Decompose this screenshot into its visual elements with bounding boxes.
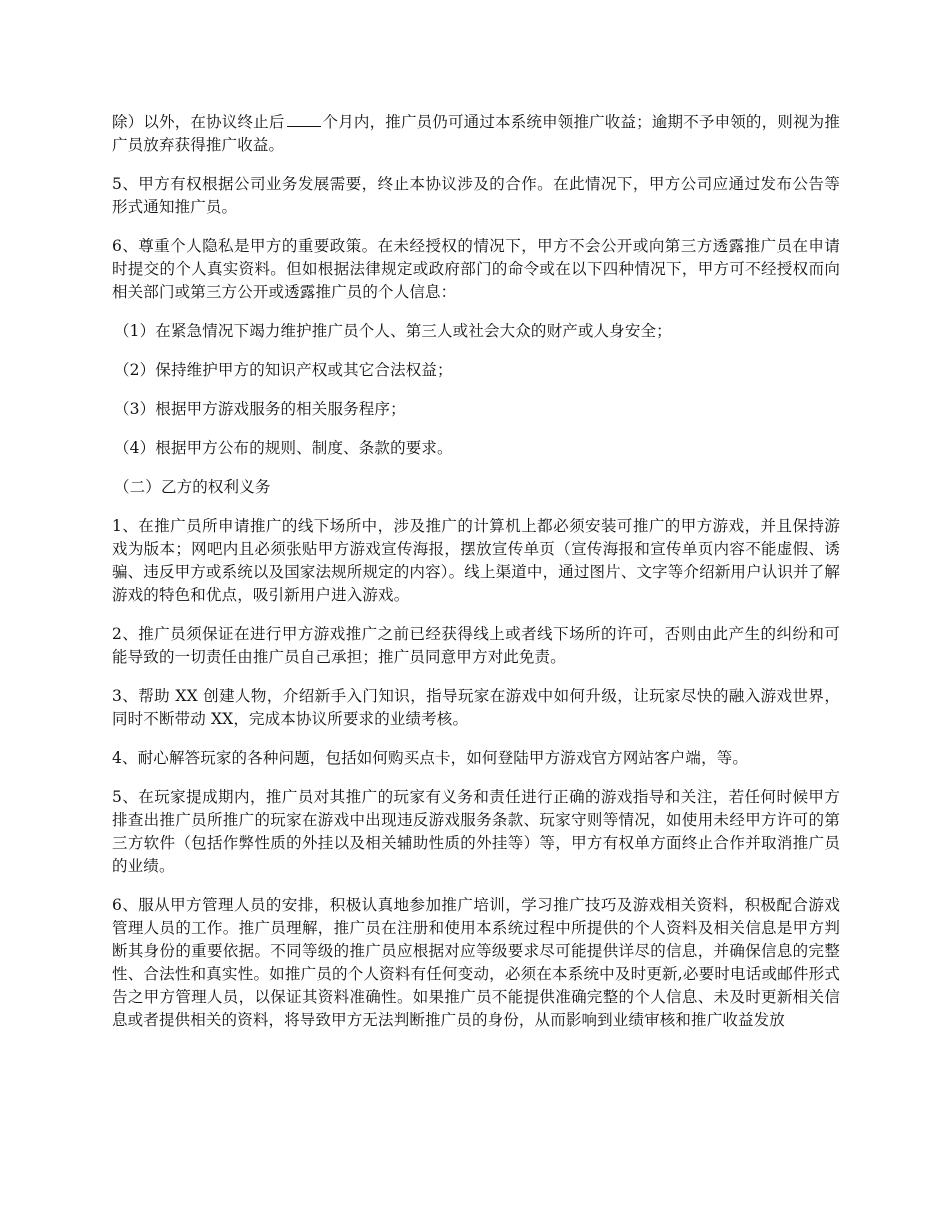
- paragraph-item-4: （4）根据甲方公布的规则、制度、条款的要求。: [114, 439, 453, 457]
- paragraph-b-clause-6: 6、服从甲方管理人员的安排，积极认真地参加推广培训，学习推广技巧及游戏相关资料，积极配合游戏管理人员的工作。推广员理解，推广员在注册和使用本系统过程中所提供的个人资料及相关信息是甲方判断其身份的重要依据。不同等级的推广员应根据对应等级要求尽可能提供详尽的信息，并确保信息的完整性、合法性和真实性。如推广员的个人资料有任何变动，必须在本系统中及时更新,必要时电话或邮件形式告之甲方管理人员，以保证其资料准确性。如果推广员不能提供准确完整的个人信息、未及时更新相关信息或者提供相关的资料，将导致甲方无法判断推广员的身份，从而影响到业绩审核和推广收益发放: [112, 896, 840, 1029]
- paragraph-clause-6-privacy: 6、尊重个人隐私是甲方的重要政策。在未经授权的情况下，甲方不会公开或向第三方透露推广员在申请时提交的个人真实资料。但如根据法律规定或政府部门的命令或在以下四种情况下，甲方可不经授权而向相关部门或第三方公开或透露推广员的个人信息：: [112, 237, 840, 301]
- section-heading-party-b: （二）乙方的权利义务: [114, 478, 271, 496]
- paragraph-b-clause-5: 5、在玩家提成期内，推广员对其推广的玩家有义务和责任进行正确的游戏指导和关注，若任何时候甲方排查出推广员所推广的玩家在游戏中出现违反游戏服务条款、玩家守则等情况，如使用未经甲方许可的第三方软件（包括作弊性质的外挂以及相关辅助性质的外挂等）等，甲方有权单方面终止合作并取消推广员的业绩。: [112, 788, 840, 875]
- paragraph-clause-5-termination: 5、甲方有权根据公司业务发展需要，终止本协议涉及的合作。在此情况下，甲方公司应通过发布公告等形式通知推广员。: [112, 175, 840, 216]
- paragraph-text-before-blank: 除）以外，在协议终止后: [112, 113, 285, 131]
- paragraph-b-clause-4: 4、耐心解答玩家的各种问题，包括如何购买点卡，如何登陆甲方游戏官方网站客户端，等。: [112, 749, 749, 767]
- paragraph-item-3: （3）根据甲方游戏服务的相关服务程序；: [114, 400, 406, 418]
- paragraph-b-clause-3: 3、帮助 XX 创建人物，介绍新手入门知识，指导玩家在游戏中如何升级，让玩家尽快的融入游戏世界，同时不断带动 XX，完成本协议所要求的业绩考核。: [112, 687, 840, 728]
- paragraph-b-clause-2: 2、推广员须保证在进行甲方游戏推广之前已经获得线上或者线下场所的许可，否则由此产生的纠纷和可能导致的一切责任由推广员自己承担；推广员同意甲方对此免责。: [112, 625, 840, 666]
- paragraph-item-1: （1）在紧急情况下竭力维护推广员个人、第三人或社会大众的财产或人身安全；: [114, 322, 672, 340]
- paragraph-text-after-blank: 个月内，推广员仍可通过本系统申领推广收益；逾期不予申领的，则视为推广员放弃获得推广收益。: [112, 113, 840, 154]
- paragraph-item-2: （2）保持维护甲方的知识产权或其它合法权益；: [114, 361, 453, 379]
- paragraph-b-clause-1: 1、在推广员所申请推广的线下场所中，涉及推广的计算机上都必须安装可推广的甲方游戏，并且保持游戏为版本；网吧内且必须张贴甲方游戏宣传海报，摆放宣传单页（宣传海报和宣传单页内容不能虚假、诱骗、违反甲方或系统以及国家法规所规定的内容）。线上渠道中，通过图片、文字等介绍新用户认识并了解游戏的特色和优点，吸引新用户进入游戏。: [112, 517, 840, 604]
- fill-in-blank: [287, 110, 321, 127]
- document-page: [112, 110, 840, 1048]
- paragraph-continuation: [112, 110, 840, 157]
